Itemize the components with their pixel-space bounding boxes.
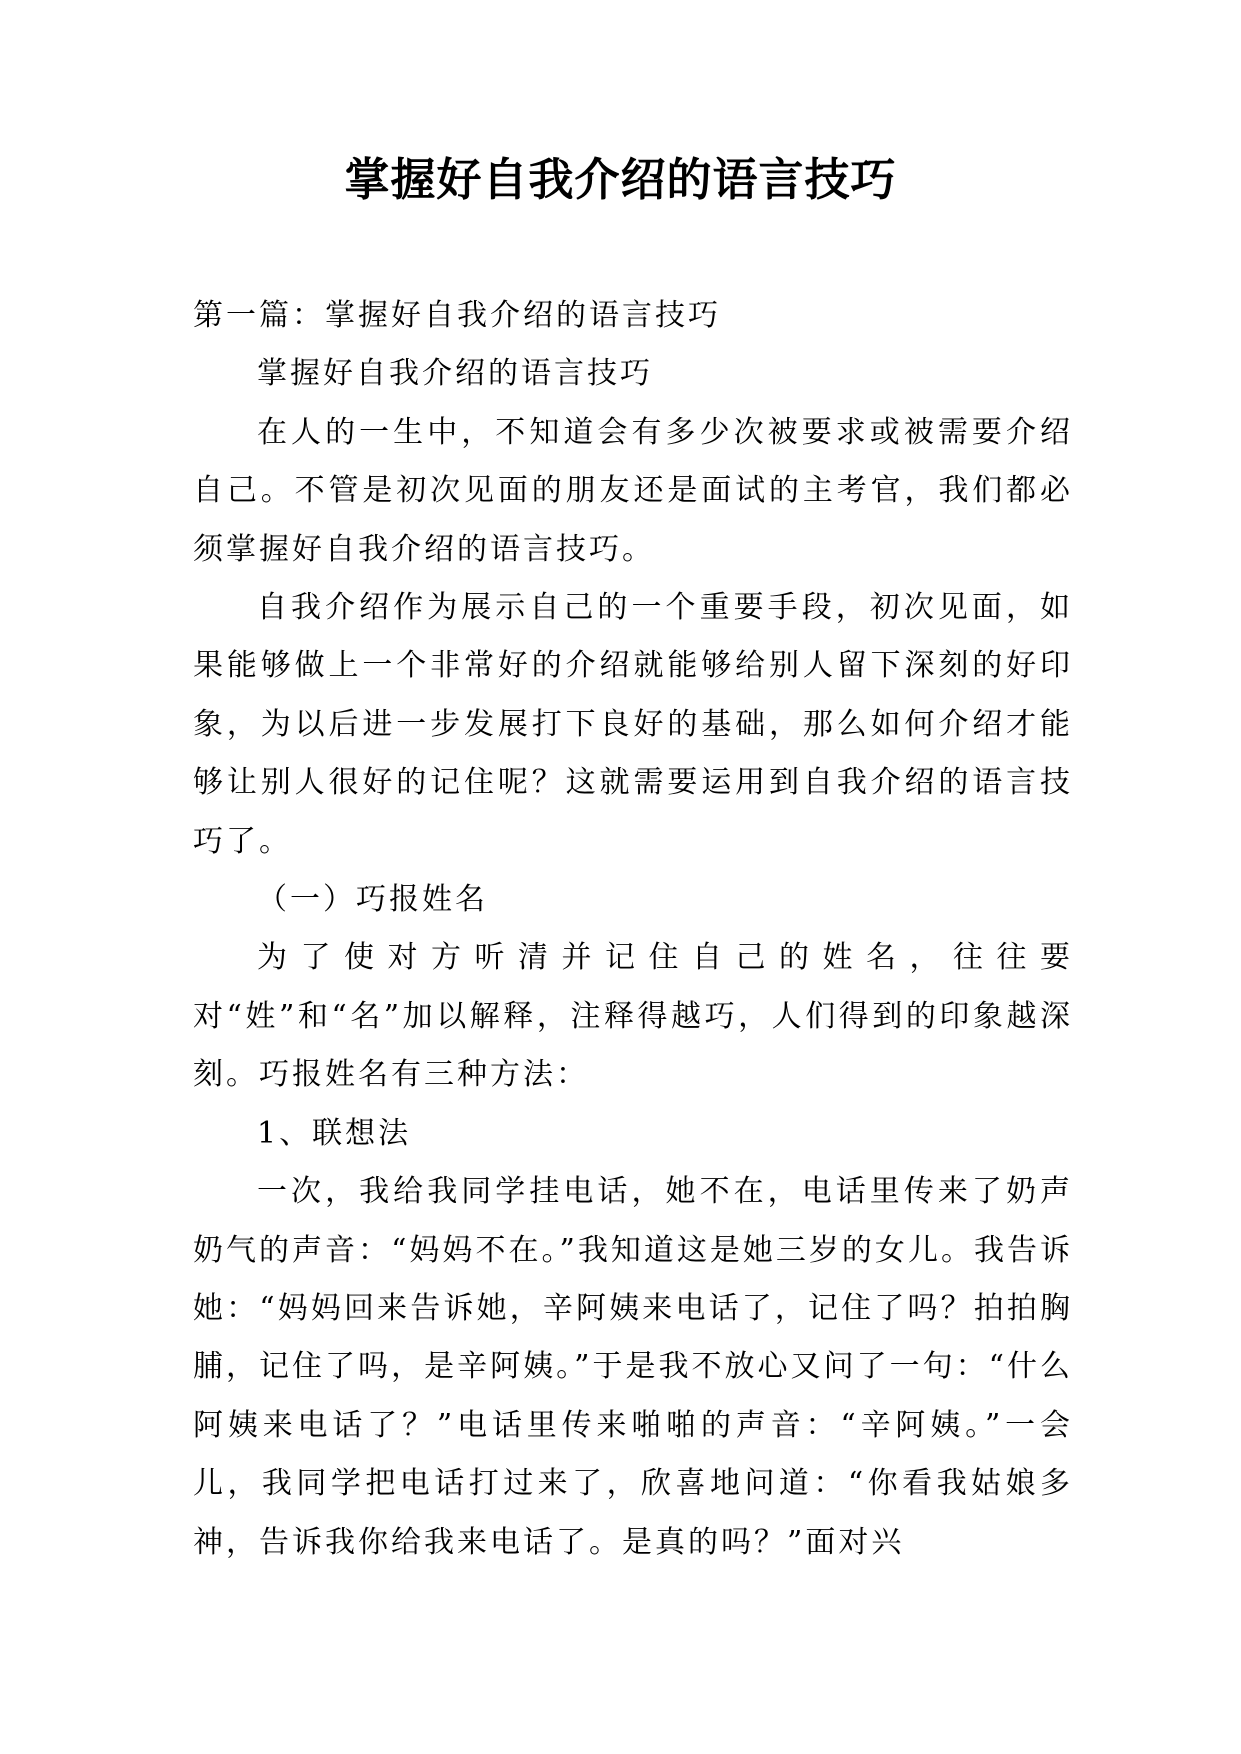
document-body: [193, 287, 1073, 1572]
method-paragraph: 一次，我给我同学挂电话，她不在，电话里传来了奶声奶气的声音：“妈妈不在。”我知道这是她三岁的女儿。我告诉她：“妈妈回来告诉她，辛阿姨来电话了，记住了吗？拍拍胸脯，记住了吗，是辛阿姨。”于是我不放心又问了一句：“什么阿姨来电话了？”电话里传来啪啪的声音：“辛阿姨。”一会儿，我同学把电话打过来了，欣喜地问道：“你看我姑娘多神，告诉我你给我来电话了。是真的吗？”面对兴: [193, 1174, 1073, 1560]
paragraph-2: 自我介绍作为展示自己的一个重要手段，初次见面，如果能够做上一个非常好的介绍就能够给别人留下深刻的好印象，为以后进一步发展打下良好的基础，那么如何介绍才能够让别人很好的记住呢？这就需要运用到自我介绍的语言技巧了。: [193, 590, 1073, 859]
subsection-paragraph: 为了使对方听清并记住自己的姓名，往往要对“姓”和“名”加以解释，注释得越巧，人们得到的印象越深刻。巧报姓名有三种方法：: [193, 940, 1073, 1093]
method-heading: 1、联想法: [257, 1115, 412, 1151]
subtitle: 掌握好自我介绍的语言技巧: [257, 356, 653, 392]
subsection-heading: （一）巧报姓名: [257, 882, 488, 918]
document-title: 掌握好自我介绍的语言技巧: [344, 153, 897, 206]
section-heading: 第一篇：掌握好自我介绍的语言技巧: [193, 298, 721, 333]
paragraph-1: 在人的一生中，不知道会有多少次被要求或被需要介绍自己。不管是初次见面的朋友还是面试的主考官，我们都必须掌握好自我介绍的语言技巧。: [193, 414, 1073, 567]
